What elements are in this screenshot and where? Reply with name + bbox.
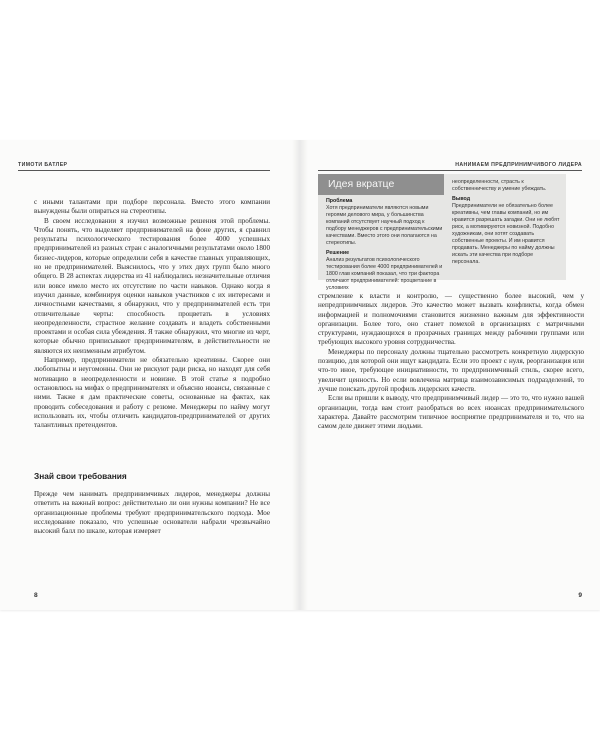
box-column-left [326, 198, 444, 292]
book-spread [0, 140, 600, 610]
right-page [300, 140, 600, 610]
idea-in-brief-box [318, 174, 566, 291]
problem-text: Хотя предприниматели являются новыми героями делового мира, у большинства компаний отсутствует научный подход к подбору менеджеров с предпринимательскими качествами. Вместо этого они полагаются на стереотипы. [326, 205, 443, 246]
conclusion-label: Вывод [452, 196, 471, 202]
paragraph: В своем исследовании я изучил возможные решения этой проблемы. Чтобы понять, что выделяет предпринимателей на фоне других, я сравнил результаты психологического тестирования более 4000 успешных предпринимателей из разных стран с аналогичными результатами около 1800 бизнес-лидеров, которые определили себя в качестве главных управляющих, но не предпринимателей. Выяснилось, что у этих двух групп было много общего. В 28 аспектах лидерства из 41 наблюдались незначительные отличия или вовсе имело место их отсутствие по части навыков. Однако когда я изучил данные, комбинируя оценки навыков участников с их интересами и личностными качествами, я обнаружил, что у предпринимателей есть три отличительные черты: способность процветать в условиях неопределенности, страстное желание создавать и владеть собственными проектами и особая сила убеждения. Я также обнаружил, что многие из черт, которые обычно приписывают предпринимателям, в действительности не являются их неизменным атрибутом. [34, 216, 270, 355]
page-number: 8 [34, 592, 38, 599]
box-column-right [452, 179, 560, 266]
section-body [34, 490, 270, 536]
page-number: 9 [578, 592, 582, 599]
body-text [34, 198, 270, 430]
paragraph: с иными талантами при подборе персонала. Вместо этого компании вынуждены были опираться на стереотипы. [34, 198, 270, 216]
left-page [0, 140, 300, 610]
box-title: Идея вкратце [318, 174, 444, 195]
running-head-title: НАНИМАЕМ ПРЕДПРИНИМЧИВОГО ЛИДЕРА [455, 162, 582, 168]
running-head-author: ТИМОТИ БАТЛЕР [18, 162, 68, 168]
paragraph: Менеджеры по персоналу должны тщательно рассмотреть конкретную лидерскую позицию, для которой они ищут кандидата. Если это проект с нуля, реорганизация или что-то иное, требующее инициативности, то предпринимчивый стиль, скорее всего, увеличит ценность. Но если вовлечена матрица взаимозависимых подразделений, то лучше поискать другой профиль лидерских качеств. [318, 347, 584, 393]
conclusion-text: Предприниматели не обязательно более креативны, чем главы компаний, но им нравится разрешать загадки. Они не любят риск, а мотивируются новизной. Подобно художникам, они хотят создавать собственные проекты. И им нравится продавать. Менеджеры по найму должны искать эти качества при подборе персонала. [452, 203, 560, 265]
body-text [318, 292, 584, 431]
paragraph: стремление к власти и контролю, — существенно более высокий, чем у непредприимчивых лидеров. Это качество может вызвать конфликты, когда обмен информацией и полномочиями становится жизненно важным для эффективности организации. Более того, оно станет помехой в организациях с матричными структурами, нуждающихся в прозрачных границах между рабочими группами или требующих высокого уровня сотрудничества. [318, 292, 584, 347]
paragraph: Если вы пришли к выводу, что предпринимчивый лидер — это то, что нужно вашей организации, тогда вам стоит разобраться во всех нюансах предпринимательского характера. Давайте рассмотрим типичное восприятие предпринимателя и то, что на самом деле движет этими людьми. [318, 394, 584, 431]
box-continued-text: неопределенности, страсть к собственничеству и умение убеждать. [452, 179, 547, 192]
header-rule [18, 170, 270, 171]
section-heading: Знай свои требования [34, 471, 127, 481]
solution-text: Анализ результатов психологического тестирования более 4000 предпринимателей и 1800 глав компаний показал, что три фактора отличают предпринимателей: процветание в условиях [326, 257, 443, 291]
header-rule [318, 170, 582, 171]
problem-label: Проблема [326, 198, 353, 204]
solution-label: Решение [326, 250, 350, 256]
paragraph: Например, предприниматели не обязательно креативны. Скорее они любопытны и неугомонны. Они не рискуют ради риска, но находят для себя мотивацию в неопределенности и новизне. В этой статье я подробно остановлюсь на мифах о предпринимателях и объясню нюансы, связанные с ними. Также я дам практические советы, основанные на фактах, как проводить собеседования и работу с резюме. Менеджеры по найму могут использовать их, чтобы отличить кандидатов-предпринимателей от других талантливых претендентов. [34, 356, 270, 430]
paragraph: Прежде чем нанимать предпринимчивых лидеров, менеджеры должны ответить на важный вопрос: действительно ли они нужны компании? Не все организационные проблемы требуют предпринимательского подхода. Мое исследование показало, что успешные основатели набрали чрезвычайно высокий балл по шкале, которая измеряет [34, 490, 270, 536]
